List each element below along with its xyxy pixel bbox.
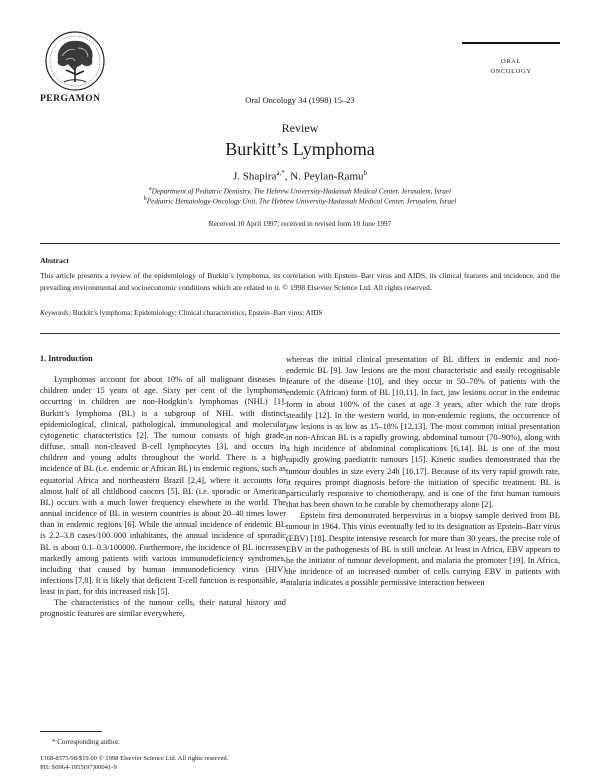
article-type: Review — [281, 121, 319, 135]
body-paragraph: whereas the initial clinical presentation of BL differs in endemic and non-endemic BL [9]. Jaw lesions are the most characteristic and easily recognisable feature of the disease [10], and they occur in 50–70% of patients with the endemic (African) form of BL [10,11]. In fact, jaw lesions occur in the endemic form in about 100% of the cases at age 3 years, after which the rate drops steadily [12]. In the western world, in non-endemic regions, the occurrence of jaw lesions is as low as 15–18% [12,13]. The most common initial presentation in non-African BL is a rapidly growing, abdominal tumour (70–90%), along with a high incidence of abdominal complications [6,14]. BL is one of the most rapidly growing paediatric tumours [15]. Kinetic studies demonstrated that the tumour doubles in size every 24h [16,17]. Because of its very rapid growth rate, it requires prompt diagnosis before the initiation of specific treatment. BL is particularly responsive to chemotherapy, and is one of the first human tumours that has been shown to be curable by chemotherapy alone [2]. — [286, 355, 560, 510]
affiliation-text: Pediatric Hematology-Oncology Unit, The Hebrew University-Hadassah Medical Center, Jerusalem, Israel — [146, 197, 457, 206]
article-title: Burkitt’s Lymphoma — [225, 139, 375, 159]
copyright-line: 1368-8375/98/$19.00 © 1998 Elsevier Science Ltd. All rights reserved. — [40, 755, 229, 762]
journal-name-line-1: ORAL — [500, 58, 522, 65]
body-paragraph: Lymphomas account for about 10% of all malignant diseases in children under 15 years of age. Sixty per cent of the lymphomas occurring in children are non-Hodgkin’s lymphomas (NHL) [1]. Burkitt’s lymphoma (BL) is a subgroup of NHL with distinct epidemiological, clinical, pathological, immunological and molecular cytogenetic characteristics [2]. The tumour consists of high grade, diffuse, small non-cleaved B-cell lymphocytes [3], and occurs in children and young adults throughout the world. There is a high incidence of BL (i.e. endemic or African BL) in endemic regions, such as equatorial Africa and northeastern Brazil [2,4], where it accounts for almost half of all childhood cancers [5]. BL (i.e. sporadic or American BL) occurs with a much lower frequency elsewhere in the world. The annual incidence of BL in western countries is about 20–40 times lower than in endemic regions [6]. While the annual incidence of endemic BL is 2.2–3.8 cases/100 000 inhabitants, the annual incidence of sporadic BL is about 0.1–0.3/100000. Furthermore, the incidence of BL increases markedly among patients with various immunodeficiency syndromes, including that caused by human immunodeficiency virus (HIV) infections [7,8]. It is likely that deficient T-cell function is responsible, at least in part, for this increased risk [5]. — [40, 375, 286, 597]
journal-name-block — [462, 57, 560, 77]
affiliation-label: a — [148, 186, 152, 192]
publisher-logo-tree-icon — [44, 30, 106, 92]
journal-header-rule — [462, 42, 560, 44]
body-paragraph: The characteristics of the tumour cells, their natural history and prognostic features are similar everywhere, — [40, 598, 286, 619]
author-name: N. Peylan-Ramu — [290, 170, 364, 183]
publisher-name: PERGAMON — [40, 94, 101, 104]
copyright-block — [40, 754, 228, 772]
keywords-text: Burkitt’s lymphoma; Epidemiology; Clinical characteristics; Epstein–Barr virus; AIDS — [72, 309, 323, 317]
author-affiliation-mark: b — [363, 169, 368, 177]
abstract-top-rule — [40, 243, 560, 244]
author-affiliation-mark: a,* — [276, 169, 285, 177]
footnote-rule — [40, 731, 102, 732]
body-column-left — [40, 353, 286, 620]
author-list — [0, 169, 600, 183]
abstract-bottom-rule — [40, 333, 560, 334]
journal-citation: Oral Oncology 34 (1998) 15–23 — [245, 95, 355, 105]
section-heading: 1. Introduction — [40, 354, 93, 363]
pii-line: PII: S0964-1955(97)00041-9 — [40, 764, 117, 771]
affiliation-b — [0, 196, 600, 205]
affiliation-text: Department of Pediatric Dentistry, The Hebrew University-Hadassah Medical Center, Jerusalem, Israel — [151, 187, 452, 196]
author-separator: , — [284, 170, 291, 183]
body-column-right — [286, 354, 560, 588]
abstract-heading: Abstract — [40, 256, 70, 265]
body-paragraph: Epstein first demonstrated herpesvirus in a biopsy sample derived from BL tumour in 1964. This virus eventually led to its designation as Epstein–Barr virus (EBV) [18]. Despite intensive research for more than 30 years, the precise role of EBV in the pathogenesis of BL is still unclear. At least in Africa, EBV appears to be the initiator of tumour development, and malaria the promoter [19]. In Africa, the incidence of an increased number of cells carrying EBV in patients with malaria indicates a possible permissive interaction between — [286, 511, 560, 588]
keywords-label: Keywords: — [40, 309, 71, 317]
abstract-text: This article presents a review of the epidemiology of Burkitt’s lymphoma, its correlation with Epstein–Barr virus and AIDS, its clinical features and incidence, and the prevailing environmental and socioeconomic conditions which are related to it. © 1998 Elsevier Science Ltd. All rights reserved. — [40, 271, 560, 292]
received-dates: Received 10 April 1997; received in revised form 10 June 1997 — [208, 220, 392, 228]
footnote-corresponding-author: * Corresponding author. — [52, 738, 120, 746]
author-name: J. Shapira — [232, 170, 277, 183]
affiliation-a — [0, 186, 600, 195]
keywords — [40, 309, 560, 317]
affiliation-label: b — [143, 196, 147, 202]
journal-name-line-2: ONCOLOGY — [490, 68, 532, 75]
